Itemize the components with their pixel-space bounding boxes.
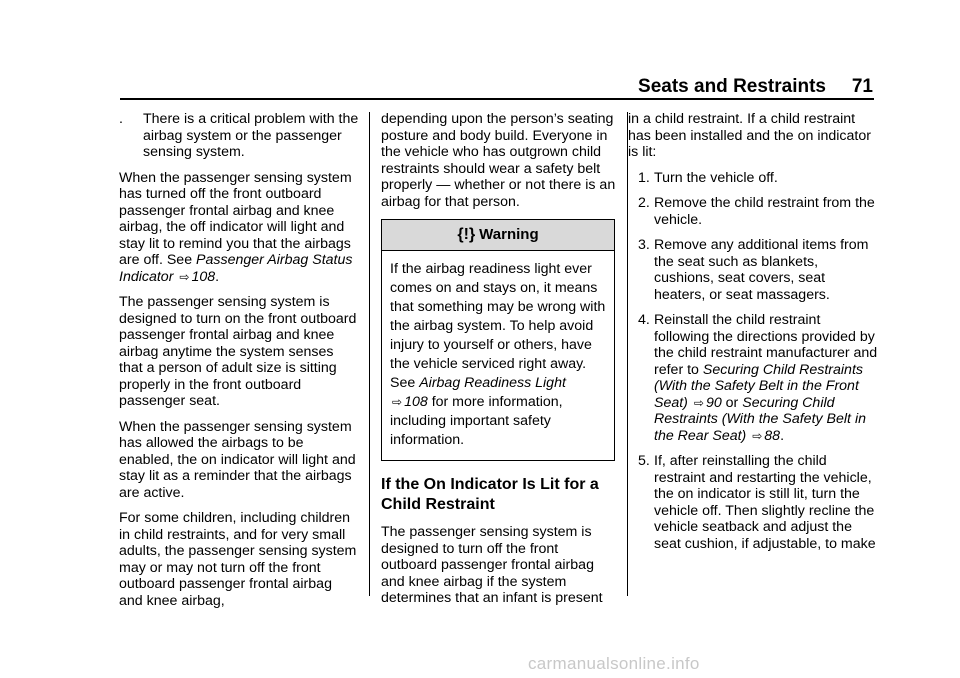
warning-header xyxy=(382,220,614,251)
cross-reference-page[interactable]: 108 xyxy=(404,394,428,410)
warning-box xyxy=(381,219,615,461)
page-arrow-icon: ⇨ xyxy=(392,395,403,409)
warning-title: Warning xyxy=(479,225,539,243)
cross-reference-link[interactable]: Securing Child Restraints (With the Safety Belt in the Rear Seat) xyxy=(654,394,866,444)
paragraph xyxy=(119,170,359,286)
cross-reference-link[interactable]: Securing Child Restraints (With the Safety Belt in the Front Seat) xyxy=(654,361,863,411)
step-text: Turn the vehicle off. xyxy=(654,169,778,186)
column-1 xyxy=(119,111,359,618)
step-item xyxy=(628,237,878,303)
column-divider xyxy=(369,112,370,596)
bullet-item xyxy=(119,111,359,161)
paragraph: For some children, including children in child restraints, and for very small adults, the passenger sensing system may or may not turn off the front outboard passenger frontal airbag and knee airbag, xyxy=(119,510,357,609)
paragraph-text: When the passenger sensing system has turned off the front outboard passenger frontal airbag and knee airbag, the off indicator will light and stay lit to remind you that the airbags are off. See xyxy=(119,169,352,268)
cross-reference-page[interactable]: 88 xyxy=(764,427,781,444)
cross-reference-link[interactable]: Airbag Readiness Light xyxy=(419,375,566,391)
steps-list xyxy=(628,170,878,553)
paragraph: The passenger sensing system is designed to turn off the front outboard passenger frontal airbag and knee airbag if the system determines that an infant is present xyxy=(381,524,603,606)
punctuation: . xyxy=(215,268,220,285)
step-number: 3. xyxy=(638,237,650,253)
warning-body xyxy=(382,251,614,460)
punctuation: . xyxy=(780,427,785,444)
paragraph: in a child restraint. If a child restraint has been installed and the on indicator is lit: xyxy=(628,111,871,160)
step-text: or xyxy=(725,394,739,411)
step-number: 1. xyxy=(638,169,650,186)
step-text: Remove the child restraint from the vehicle. xyxy=(654,195,875,228)
page-arrow-icon: ⇨ xyxy=(179,269,190,284)
step-item xyxy=(628,453,878,552)
section-heading: If the On Indicator Is Lit for a Child Restraint xyxy=(381,476,599,513)
column-3 xyxy=(628,111,878,561)
page-header xyxy=(120,76,873,98)
page-arrow-icon: ⇨ xyxy=(752,428,763,443)
warning-icon: {!} xyxy=(457,225,476,243)
page-arrow-icon: ⇨ xyxy=(693,395,704,410)
step-item xyxy=(628,312,878,444)
step-item xyxy=(628,195,878,228)
step-text: Remove any additional items from the seat such as blankets, cushions, seat covers, seat heaters, or seat massagers. xyxy=(654,237,869,303)
cross-reference-link[interactable]: Passenger Airbag Status Indicator xyxy=(119,252,353,285)
paragraph: When the passenger sensing system has allowed the airbags to be enabled, the on indicator will light and stay lit as a reminder that the airbags are active. xyxy=(119,418,356,501)
bullet-marker: . xyxy=(119,111,123,127)
cross-reference-page[interactable]: 108 xyxy=(191,268,216,285)
step-number: 4. xyxy=(638,312,650,328)
step-number: 5. xyxy=(638,453,650,469)
header-rule xyxy=(120,98,874,100)
page-number: 71 xyxy=(851,76,873,97)
paragraph: The passenger sensing system is designed to turn on the front outboard passenger frontal airbag and knee airbag anytime the system senses that a person of adult size is sitting properly in the front outboard passenger seat. xyxy=(119,294,357,409)
bullet-text: There is a critical problem with the airbag system or the passenger sensing system. xyxy=(143,111,359,160)
warning-text-end: for more information, including important safety information. xyxy=(390,394,563,448)
step-text: Reinstall the child restraint following the directions provided by the child restraint manufacturer and refer to xyxy=(654,312,878,378)
section-title: Seats and Restraints xyxy=(638,76,826,97)
warning-text: If the airbag readiness light ever comes on and stays on, it means that something may be wrong with the airbag system. To help avoid injury to yourself or others, have the vehicle serviced right away. See xyxy=(390,261,606,391)
watermark: carmanualsonline.info xyxy=(528,654,700,673)
step-item xyxy=(628,170,878,187)
step-number: 2. xyxy=(638,195,650,211)
cross-reference-page[interactable]: 90 xyxy=(705,394,722,411)
column-2 xyxy=(381,111,617,616)
paragraph: depending upon the person’s seating posture and body build. Everyone in the vehicle who has outgrown child restraints should wear a safety belt properly — whether or not there is an airbag for that person. xyxy=(381,111,616,210)
step-text: If, after reinstalling the child restraint and restarting the vehicle, the on indicator is still lit, turn the vehicle off. Then slightly recline the vehicle seatback and adjust the seat cushion, if adjustable, to make xyxy=(654,453,876,552)
